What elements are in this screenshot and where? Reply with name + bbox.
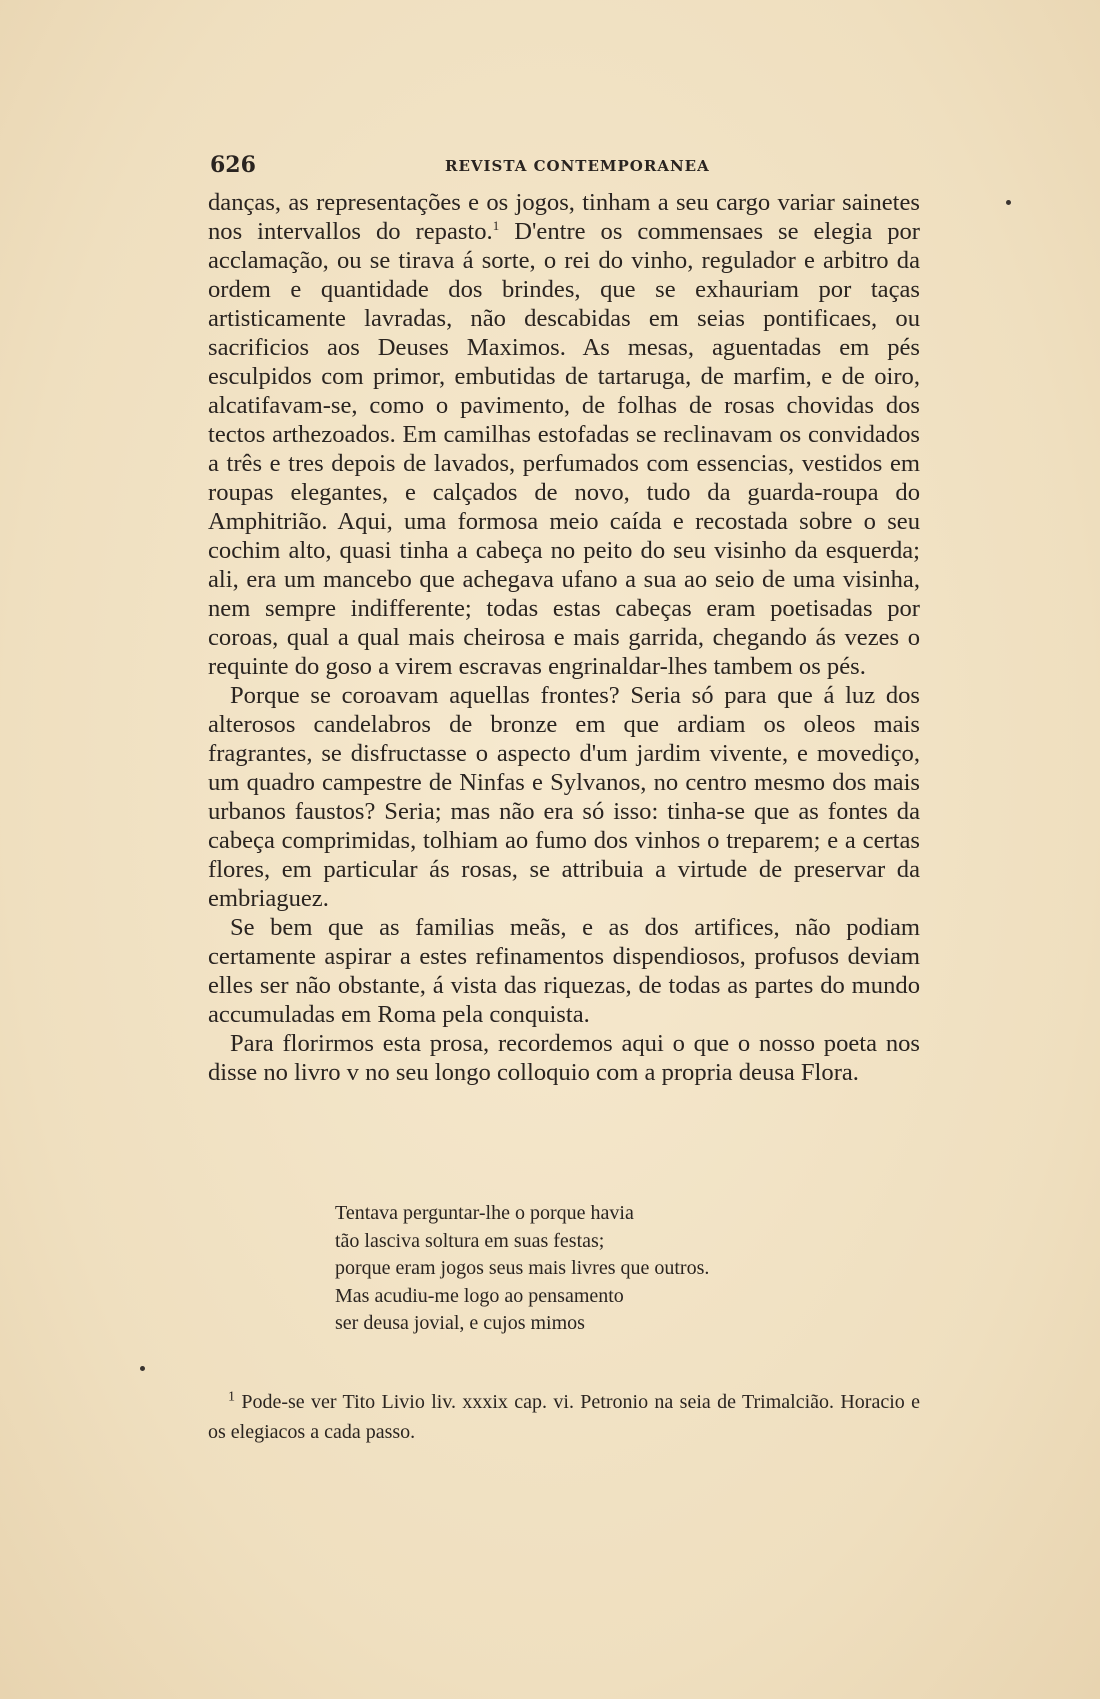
verse-line: ser deusa jovial, e cujos mimos [335, 1312, 585, 1334]
running-title: REVISTA CONTEMPORANEA [445, 157, 710, 175]
verse-line: Mas acudiu-me logo ao pensamento [335, 1284, 624, 1307]
footnote-reference: 1 [492, 217, 500, 233]
page-number: 626 [210, 152, 256, 178]
paragraph-1-rest: D'entre os commensaes se elegia por acclamação, ou se tirava á sorte, o rei do vinho, regulador e arbitro da ordem e quantidade dos brindes, que se exhauriam por taças artisticamente lavradas, não descabidas em seias pontificaes, ou sacrificios aos Deuses Maximos. As mesas, aguentadas em pés esculpidos com primor, embutidas de tartaruga, de marfim, e de oiro, alcatifavam-se, como o pavimento, de folhas de rosas chovidas dos tectos arthezoados. Em camilhas estofadas se reclinavam os convidados a três e tres depois de lavados, perfumados com essencias, vestidos em roupas elegantes, e calçados de novo, tudo da guarda-roupa do Amphitrião. Aqui, uma formosa meio caída e recostada sobre o seu cochim alto, quasi tinha a cabeça no peito do seu visinho da esquerda; ali, era um mancebo que achegava ufano a sua ao seio de uma visinha, nem sempre indifferente; todas estas cabeças eram poetisadas por coroas, qual a qual mais cheirosa e mais garrida, chegando ás vezes o requinte do goso a virem escravas engrinaldar-lhes tambem os pés. [208, 218, 921, 680]
paragraph-2: Porque se coroavam aquellas frontes? Seria só para que á luz dos alterosos candelabros de bronze em que ardiam os oleos mais fragrantes, se disfructasse o aspecto d'um jardim vivente, e movediço, um quadro campestre de Ninfas e Sylvanos, no centro mesmo dos mais urbanos faustos? Seria; mas não era só isso: tinha-se que as fontes da cabeça comprimidas, tolhiam ao fumo dos vinhos o treparem; e a certas flores, em particular ás rosas, se attribuia a virtude de preservar da embriaguez. [208, 682, 920, 912]
verse-line: porque eram jogos seus mais livres que outros. [335, 1257, 710, 1279]
verse-line: tão lasciva soltura em suas festas; [335, 1229, 605, 1252]
verse-quotation [335, 1200, 855, 1338]
verse-line: Tentava perguntar-lhe o porque havia [335, 1202, 634, 1224]
footnote-mark: 1 [228, 1389, 235, 1405]
footnote [208, 1387, 920, 1447]
page-header [210, 152, 920, 182]
footnote-text: Pode-se ver Tito Livio liv. xxxix cap. vi. Petronio na seia de Trimalcião. Horacio e os elegiacos a cada passo. [208, 1391, 920, 1443]
ink-speck [140, 1366, 145, 1371]
paragraph-1-start: danças, as representações e os jogos, tinham a seu cargo variar sainetes nos intervallos do repasto. [208, 189, 920, 245]
paragraph-1 [208, 188, 920, 681]
ink-speck [1006, 200, 1011, 205]
paragraph-3: Se bem que as familias meãs, e as dos artifices, não podiam certamente aspirar a estes refinamentos dispendiosos, profusos deviam elles ser não obstante, á vista das riquezas, de todas as partes do mundo accumuladas em Roma pela conquista. [208, 914, 920, 1028]
paragraph-4: Para florirmos esta prosa, recordemos aqui o que o nosso poeta nos disse no livro v no seu longo colloquio com a propria deusa Flora. [208, 1030, 920, 1086]
main-text [208, 188, 920, 1087]
